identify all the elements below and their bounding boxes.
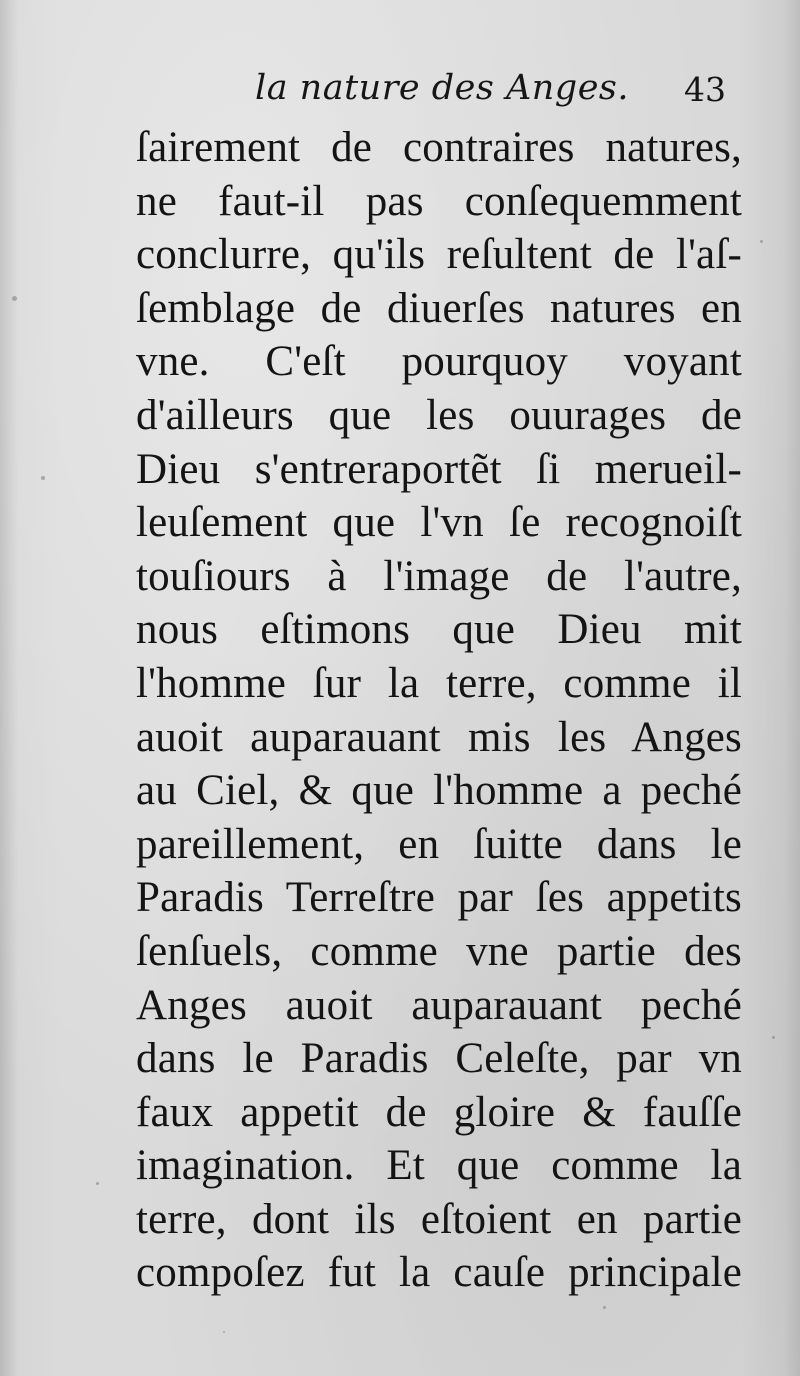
paper-speck <box>603 1306 606 1309</box>
page-number: 43 <box>684 70 726 109</box>
paper-speck <box>41 476 45 480</box>
text-line: ſemblage de diuerſes natures en <box>136 284 742 332</box>
text-line: faux appetit de gloire & fauſſe <box>136 1088 742 1136</box>
text-line: leuſement que l'vn ſe recognoiſt <box>136 499 742 547</box>
body-text <box>136 121 742 1300</box>
text-line: conclurre, qu'ils reſultent de l'aſ- <box>136 231 742 279</box>
paper-speck <box>96 1182 99 1185</box>
text-line: nous eſtimons que Dieu mit <box>136 606 742 654</box>
paper-speck <box>223 1331 225 1333</box>
page-header <box>0 68 800 118</box>
text-line: vne. C'eſt pourquoy voyant <box>136 338 742 386</box>
text-line: auoit auparauant mis les Anges <box>136 713 742 761</box>
text-line: l'homme ſur la terre, comme il <box>136 659 742 707</box>
text-line: ſenſuels, comme vne partie des <box>136 927 742 975</box>
text-line: terre, dont ils eſtoient en partie <box>136 1195 742 1243</box>
text-line: pareillement, en ſuitte dans le <box>136 820 742 868</box>
text-line: Dieu s'entreraportẽt ſi merueil- <box>136 445 742 493</box>
paper-speck <box>12 296 17 301</box>
text-line: Paradis Terreſtre par ſes appetits <box>136 874 742 922</box>
paper-speck <box>760 240 763 243</box>
text-line: Anges auoit auparauant peché <box>136 981 742 1029</box>
text-line: d'ailleurs que les ouurages de <box>136 391 742 439</box>
text-line: touſiours à l'image de l'autre, <box>136 552 742 600</box>
text-line: ne faut-il pas conſequemment <box>136 177 742 225</box>
paper-speck <box>772 1036 775 1039</box>
text-line: dans le Paradis Celeſte, par vn <box>136 1035 742 1083</box>
text-line: ſairement de contraires natures, <box>136 124 742 171</box>
text-line: au Ciel, & que l'homme a peché <box>136 767 742 815</box>
text-line: compoſez fut la cauſe principale <box>136 1249 742 1297</box>
running-title: la nature des Anges. <box>255 68 629 108</box>
text-line: imagination. Et que comme la <box>136 1142 742 1190</box>
